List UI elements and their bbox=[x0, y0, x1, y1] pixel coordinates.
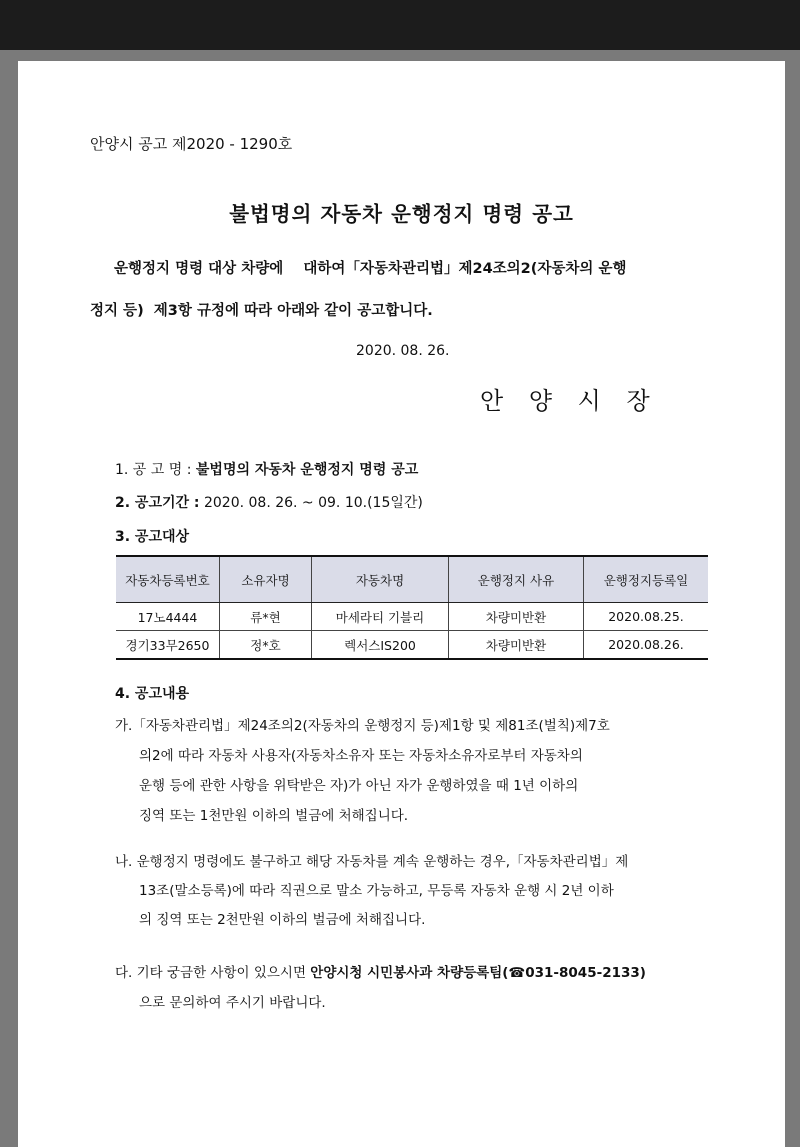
table-header-row bbox=[116, 556, 708, 603]
section-2-value: 2020. 08. 26. ~ 09. 10.(15일간) bbox=[203, 495, 423, 511]
cell-vehicle-name: 마세라티 기블리 bbox=[312, 603, 449, 631]
cell-owner-name: 류*현 bbox=[220, 603, 312, 631]
cell-suspension-reason: 차량미반환 bbox=[449, 603, 584, 631]
content-na-line-3: 의 징역 또는 2천만원 이하의 벌금에 처해집니다. bbox=[139, 912, 426, 928]
notice-number: 안양시 공고 제2020 - 1290호 bbox=[90, 135, 293, 153]
header-suspension-reason: 운행정지 사유 bbox=[449, 556, 584, 603]
content-da-line-1 bbox=[115, 958, 646, 988]
intro-line-1: 운행정지 명령 대상 차량에 대하여「자동차관리법」제24조의2(자동차의 운행 bbox=[114, 261, 627, 277]
viewer-top-bar bbox=[0, 0, 800, 50]
section-1-value: 불법명의 자동차 운행정지 명령 공고 bbox=[195, 462, 419, 478]
table-row bbox=[116, 603, 708, 631]
header-registration-number: 자동차등록번호 bbox=[116, 556, 220, 603]
cell-suspension-reason: 차량미반환 bbox=[449, 631, 584, 660]
cell-suspension-date: 2020.08.26. bbox=[584, 631, 709, 660]
content-na-line-1: 나. 운행정지 명령에도 불구하고 해당 자동차를 계속 운행하는 경우,「자동차관리법」제 bbox=[115, 854, 629, 870]
content-ga-line-1: 가.「자동차관리법」제24조의2(자동차의 운행정지 등)제1항 및 제81조(벌칙)제7호 bbox=[115, 718, 610, 734]
document-title: 불법명의 자동차 운행정지 명령 공고 bbox=[229, 202, 574, 226]
header-suspension-date: 운행정지등록일 bbox=[584, 556, 709, 603]
cell-suspension-date: 2020.08.25. bbox=[584, 603, 709, 631]
content-na-line-2: 13조(말소등록)에 따라 직권으로 말소 가능하고, 무등록 자동차 운행 시 2년 이하 bbox=[139, 883, 614, 899]
header-owner-name: 소유자명 bbox=[220, 556, 312, 603]
content-ga-line-4: 징역 또는 1천만원 이하의 벌금에 처해집니다. bbox=[139, 808, 409, 824]
section-4-label: 4. 공고내용 bbox=[115, 686, 190, 702]
section-1-label: 1. 공 고 명 : bbox=[115, 462, 192, 478]
section-2 bbox=[115, 492, 423, 512]
content-ga-line-3: 운행 등에 관한 사항을 위탁받은 자)가 아닌 자가 운행하였을 때 1년 이하의 bbox=[139, 778, 579, 794]
cell-registration-number: 경기33무2650 bbox=[116, 631, 220, 660]
content-ga-line-2: 의2에 따라 자동차 사용자(자동차소유자 또는 자동차소유자로부터 자동차의 bbox=[139, 748, 583, 764]
cell-vehicle-name: 렉서스IS200 bbox=[312, 631, 449, 660]
cell-owner-name: 정*호 bbox=[220, 631, 312, 660]
header-vehicle-name: 자동차명 bbox=[312, 556, 449, 603]
section-1 bbox=[115, 459, 418, 479]
target-vehicle-table bbox=[116, 555, 708, 660]
notice-date: 2020. 08. 26. bbox=[356, 343, 450, 359]
content-da-line-2: 으로 문의하여 주시기 바랍니다. bbox=[139, 995, 326, 1011]
issuer-signature: 안 양 시 장 bbox=[480, 387, 650, 415]
section-2-label: 2. 공고기간 : bbox=[115, 495, 200, 511]
content-da-prefix: 다. 기타 궁금한 사항이 있으시면 bbox=[115, 965, 311, 981]
intro-line-2: 정지 등) 제3항 규정에 따라 아래와 같이 공고합니다. bbox=[90, 303, 433, 319]
contact-info: 안양시청 시민봉사과 차량등록팀(☎031-8045-2133) bbox=[310, 965, 646, 981]
section-3-label: 3. 공고대상 bbox=[115, 529, 190, 545]
cell-registration-number: 17노4444 bbox=[116, 603, 220, 631]
document-page bbox=[18, 61, 785, 1147]
table-row bbox=[116, 631, 708, 660]
